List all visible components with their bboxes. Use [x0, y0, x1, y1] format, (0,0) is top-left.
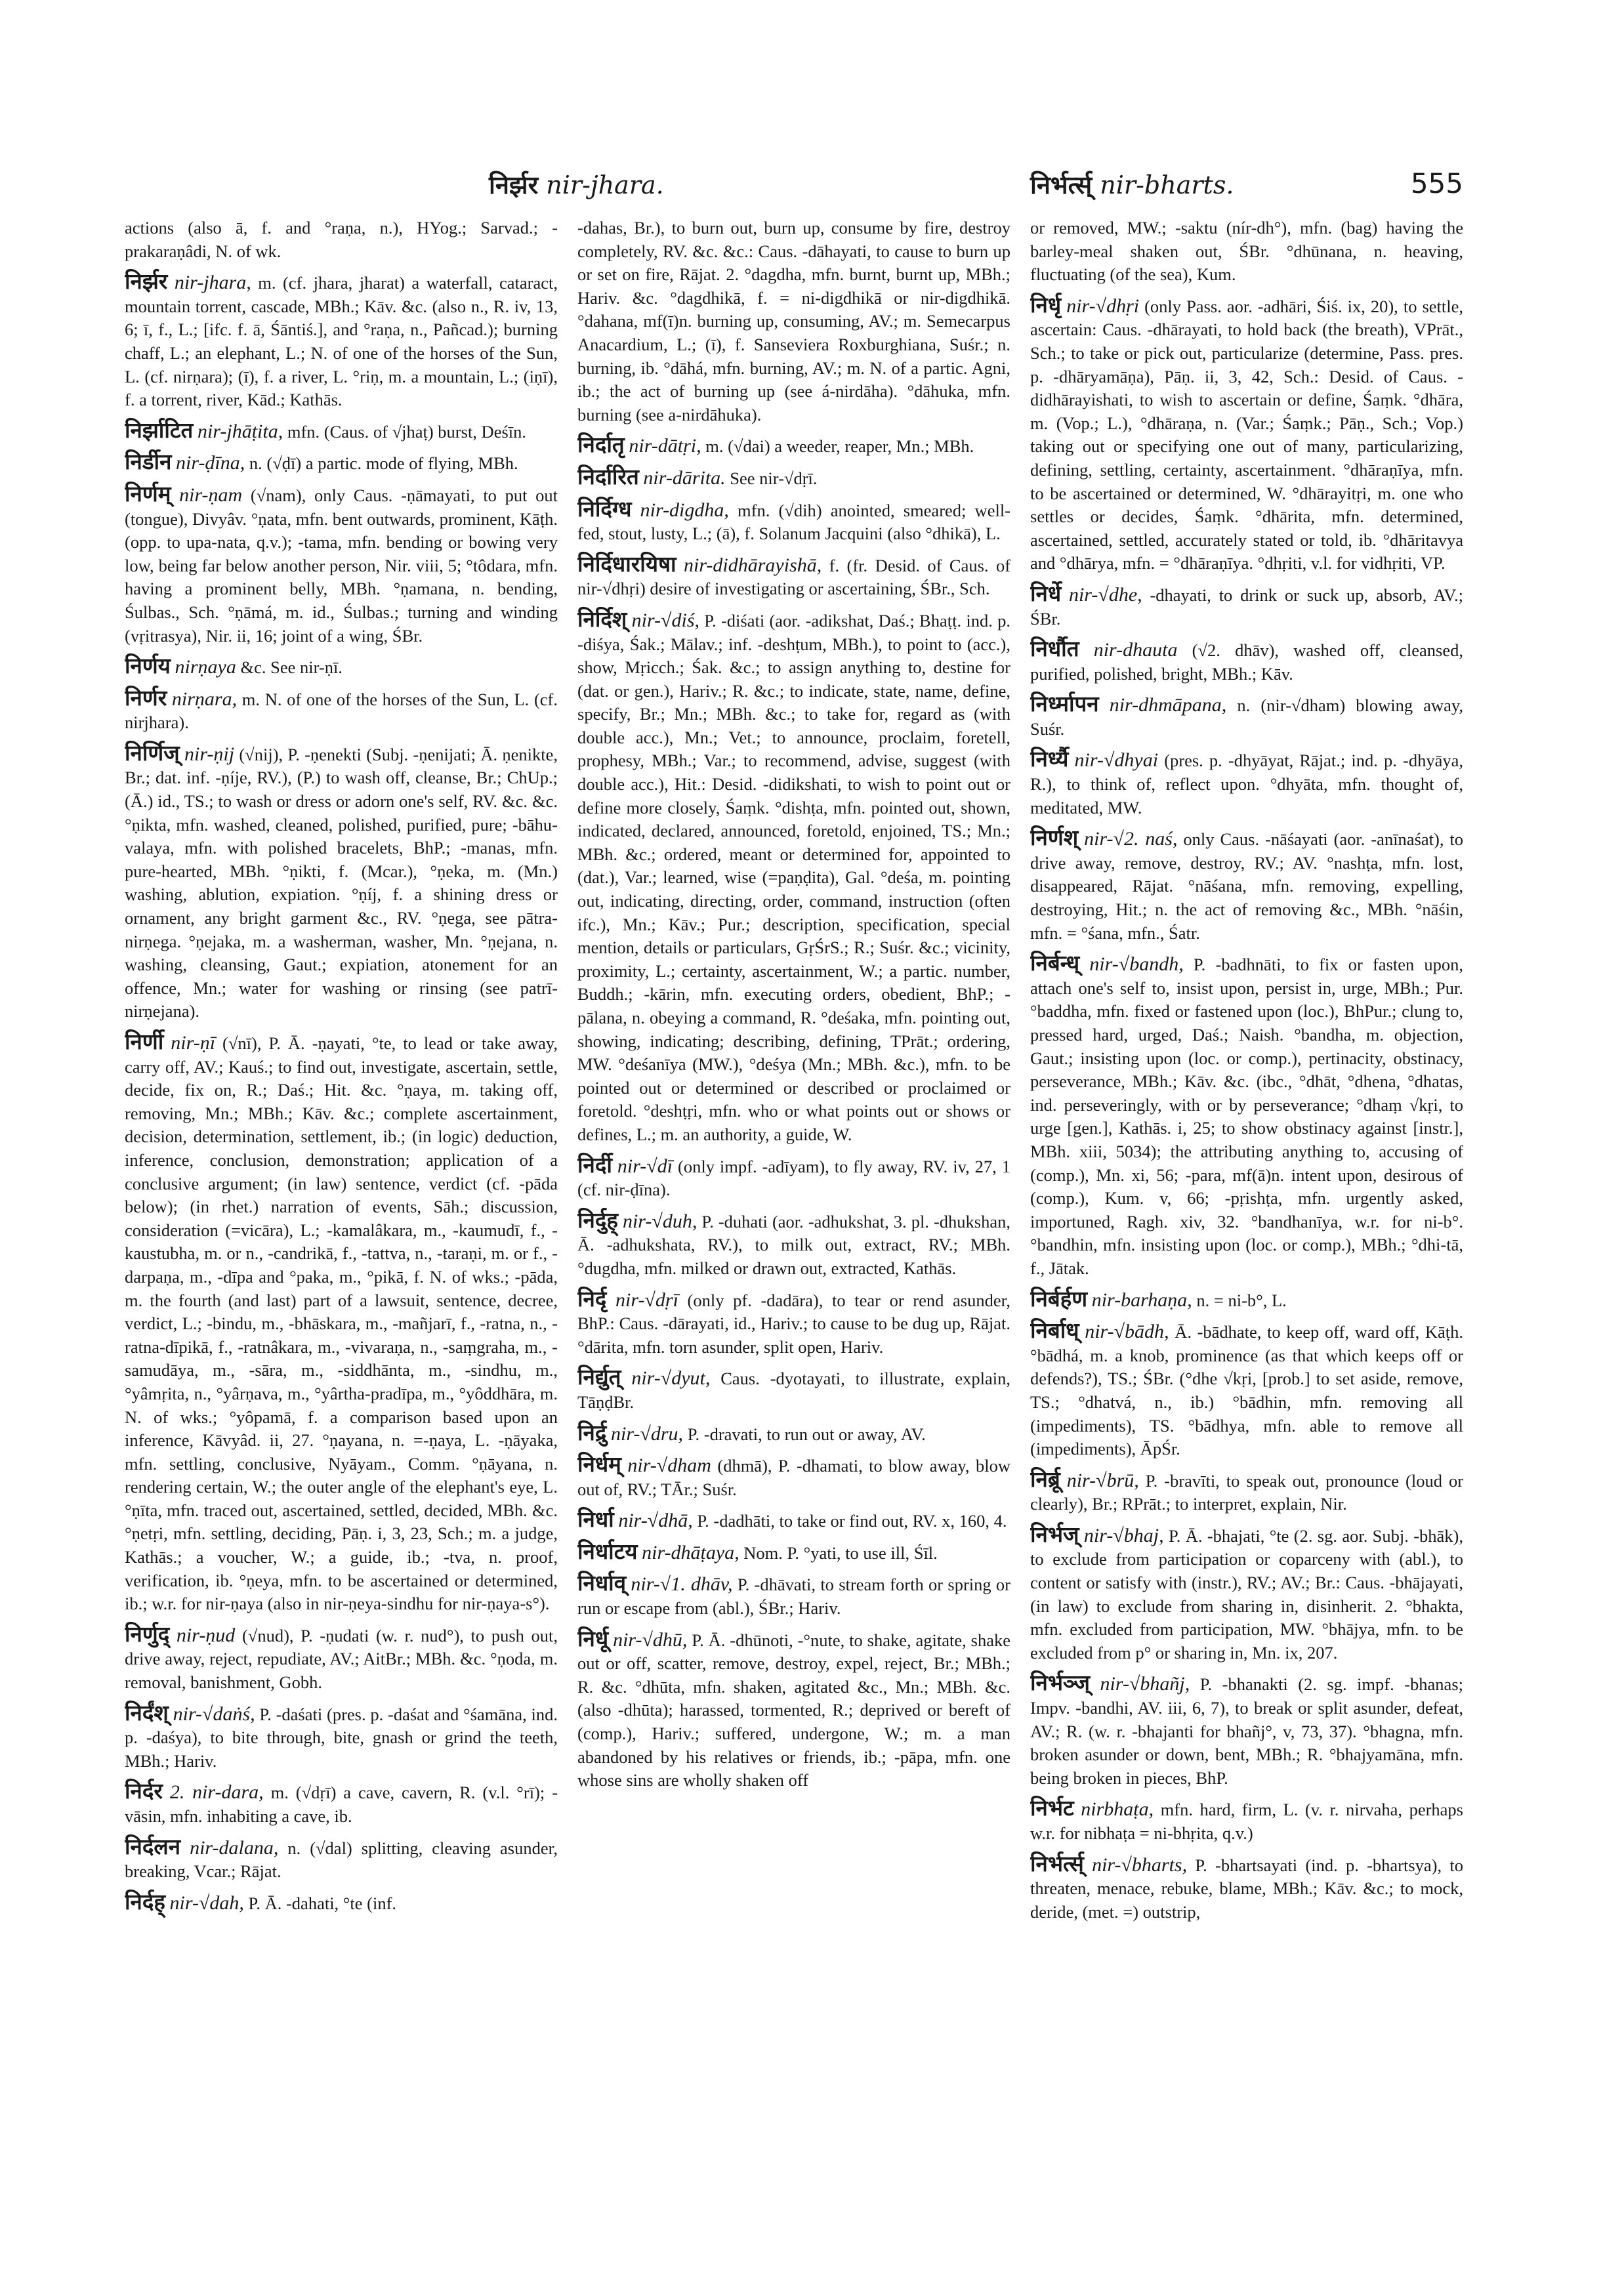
entry-definition: only Caus. -nāśayati (aor. -anīnaśat), to drive away, remove, destroy, RV.; AV. °nashṭa, mfn. lost, disappeared, Rājat. °nāśana, mfn. removing, expelling, destroying, Hit.; n. the act of removing &c., MBh. °nāśin, mfn. = °śana, mfn., Śatr. [1030, 829, 1463, 943]
entry-headword-devanagari: निर्झर [125, 268, 168, 295]
dictionary-entry [1030, 293, 1463, 575]
entry-definition: P. -bravīti, to speak out, pronounce (loud or clearly), Br.; RPrāt.; to interpret, explain, Nir. [1030, 1470, 1463, 1514]
dictionary-entry [1030, 692, 1463, 741]
entry-headword-devanagari: निर्भर्त्स् [1030, 1850, 1084, 1876]
page-number: 555 [1410, 167, 1463, 199]
entry-continuation [577, 217, 1010, 426]
entry-definition: mfn. (√dih) anointed, smeared; well-fed, stout, lusty, L.; (ā), f. Solanum Jacquini (also °dhikā), L. [577, 500, 1010, 544]
entry-definition: mfn. hard, firm, L. (v. r. nirvaha, perhaps w.r. for nibhaṭa = ni-bhṛita, q.v.) [1030, 1800, 1463, 1843]
running-head-left-roman: nir-jhara. [546, 171, 664, 199]
entry-lemma: nir-√brū, [1066, 1469, 1139, 1491]
entry-definition: mfn. (Caus. of √jhaṭ) burst, Deśīn. [287, 421, 527, 442]
dictionary-entry [1030, 1319, 1463, 1461]
entry-definition: (pres. p. -dhyāyat, Rājat.; ind. p. -dhyāya, R.), to think of, reflect upon. °dhyāta, mfn. thought of, meditated, MW. [1030, 751, 1463, 817]
entry-headword-devanagari: निर्दर [125, 1778, 163, 1804]
entry-lemma: nir-√dru, [611, 1422, 684, 1445]
entry-lemma: nir-√bhaj, [1083, 1524, 1164, 1546]
entry-headword-devanagari: निर्ध्मापन [1030, 691, 1099, 717]
entry-lemma: nir-jhara, [174, 272, 251, 294]
entry-definition: P. Ā. -dahati, °te (inf. [248, 1893, 397, 1913]
entry-headword-devanagari: निर्दिग्ध [577, 495, 632, 522]
dictionary-entry [577, 433, 1010, 459]
entry-headword-devanagari: निर्णी [125, 1029, 164, 1054]
dictionary-entry [577, 1540, 1010, 1565]
dictionary-entry [125, 1623, 558, 1695]
running-head-right-roman: nir-bharts. [1100, 171, 1234, 199]
dictionary-entry [1030, 747, 1463, 819]
entry-lemma: nir-dhauta [1093, 639, 1178, 661]
entry-headword-devanagari: निर्ध्यै [1030, 746, 1069, 772]
dictionary-entry [1030, 1468, 1463, 1516]
entry-headword-devanagari: निर्डीन [125, 449, 172, 475]
entry-headword-devanagari: निर्धृ [1030, 291, 1062, 318]
dictionary-entry [577, 1365, 1010, 1414]
entry-lemma: nir-√dhyai [1074, 749, 1159, 772]
dictionary-entry [1030, 951, 1463, 1280]
entry-headword-devanagari: निर्भट [1030, 1795, 1074, 1821]
entry-lemma: nir-√dhe, [1068, 583, 1142, 606]
entry-headword-devanagari: निर्द्रु [577, 1419, 607, 1445]
entry-lemma: nir-dhmāpana, [1109, 694, 1227, 716]
dictionary-entry [125, 1779, 558, 1828]
entry-headword-devanagari: निर्दातृ [577, 432, 625, 458]
entry-definition: actions (also ā, f. and °raṇa, n.), HYog.; Sarvad.; -prakaraṇâdi, N. of wk. [125, 218, 558, 261]
entry-headword-devanagari: निर्णय [125, 653, 171, 679]
running-head-right-devanagari: निर्भर्त्स् [1030, 171, 1093, 199]
entry-definition: m. (√dṛī) a cave, cavern, R. (v.l. °rī); -vāsin, mfn. inhabiting a cave, ib. [125, 1783, 558, 1826]
entry-lemma: nirṇaya [175, 656, 236, 678]
dictionary-entry [1030, 1523, 1463, 1665]
entry-definition: n. = ni-b°, L. [1196, 1290, 1287, 1310]
entry-definition: P. -diśati (aor. -adikshat, Daś.; Bhaṭṭ. ind. p. -diśya, Śak.; Mālav.; inf. -deshṭum, MBh.), to point to (acc.), show, Mṛicch.; Śak. &c.; to assign anything to, destine for (dat. or gen.), Hariv.; R. &c.; to indicate, state, name, define, specify, Br.; Mn.; MBh. &c.; to take for, regard as (with double acc.), Mn.; Vet.; to announce, proclaim, foretell, prophesy, MBh.; Var.; to recommend, advise, suggest (with double acc.), Hit.: Desid. -didikshati, to wish to point out or define more closely, Śaṃk. °dishṭa, mfn. pointed out, shown, indicated, declared, announced, foretold, enjoined, TS.; Mn.; MBh. &c.; ordered, meant or determined for, appointed to (dat.), Var.; learned, wise (=paṇḍita), Gal. °deśa, m. pointing out, indicating, directing, order, command, instruction (often ifc.), Mn.; Kāv.; Pur.; description, specification, special mention, details or particulars, GṛŚrS.; R.; Suśr. &c.; vicinity, proximity, L.; certainty, ascertainment, W.; a partic. number, Buddh.; -kārin, mfn. executing orders, obedient, BhP.; -pālana, n. obeying a command, R. °deśaka, mfn. pointing out, showing, indicating; describing, defining, TPrāt.; ordering, MW. °deśanīya (MW.), °deśya (Mn.; MBh. &c.), mfn. to be pointed out or determined or described or proclaimed or foretold. °deshṭṛi, mfn. who or what points out or shows or defines, L.; m. an authority, a guide, W. [577, 610, 1010, 1144]
entry-definition: or removed, MW.; -saktu (nír-dh°), mfn. (bag) having the barley-meal shaken out, ŚBr. °dhūnana, n. heaving, fluctuating (of the sea), Kum. [1030, 218, 1463, 285]
column-1 [125, 217, 558, 2250]
entry-headword-devanagari: निर्बाध् [1030, 1317, 1079, 1344]
entry-headword-devanagari: निर्धम् [577, 1451, 621, 1478]
entry-definition: P. -badhnāti, to fix or fasten upon, attach one's self to, insist upon, persist in, urge, MBh.; Pur. °baddha, mfn. fixed or fastened upon (loc.), BhPur.; clung to, pressed hard, urged, Daś.; Naish. °bandha, m. objection, Gaut.; insisting upon (loc. or comp.), pertinacity, obstinacy, perseverance, MBh.; Kāv. &c. (ibc., °dhāt, °dhena, °dhatas, ind. perseveringly, with or by perseverance; °dhaṃ √kṛi, to urge [gen.], Kathās. i, 25; to show obstinacy against [instr.], MBh. xiii, 5034); the attributing anything to, accusing of (comp.), Mn. xi, 56; -para, mf(ā)n. intent upon, desirous of (comp.), Kum. v, 66; -pṛishṭa, mfn. urgently asked, importuned, Ragh. xiv, 32. °bandhanīya, w.r. for ni-b°. °bandhin, mfn. insisting upon (loc. or comp.), MBh.; °dhi-tā, f., Jātak. [1030, 955, 1463, 1278]
entry-lemma: nir-√1. dhāv, [631, 1573, 733, 1596]
dictionary-entry [125, 419, 558, 444]
entry-headword-devanagari: निर्णिज् [125, 739, 180, 766]
entry-definition: (√nud), P. -ṇudati (w. r. nud°), to push out, drive away, reject, repudiate, AV.; AitBr.; MBh. &c. °ṇoda, m. removal, banishment, Gobh. [125, 1625, 558, 1693]
entry-definition: (dhmā), P. -dhamati, to blow away, blow out of, RV.; TĀr.; Suśr. [577, 1456, 1010, 1499]
dictionary-entry [577, 1571, 1010, 1620]
entry-headword-devanagari: निर्धे [1030, 580, 1062, 606]
entry-definition: (√nī), P. Ā. -ṇayati, °te, to lead or take away, carry off, AV.; Kauś.; to find out, investigate, ascertain, settle, decide, fix on, R.; Daś.; Hit. &c. °ṇaya, m. taking off, removing, Mn.; MBh.; Kāv. &c.; complete ascertainment, decision, determination, settlement, ib.; (in logic) deduction, inference, conclusion, demonstration; application of a conclusive argument; (in law) sentence, verdict (cf. -pāda below); (in rhet.) narration of events, Sāh.; discussion, consideration (=vicāra), L.; -kamalâkara, m., -kaumudī, f., -kaustubha, m. or n., -candrikā, f., -tattva, n., -taraṇi, m. or f., -darpaṇa, m., -dīpa and °paka, m., °pikā, f. N. of wks.; -pāda, m. the fourth (and last) part of a lawsuit, sentence, decree, verdict, L.; -bindu, m., -bhāskara, m., -mañjarī, f., -ratna, n., -ratna-dīpikā, f., -ratnâkara, m., -vivaraṇa, n., -saṃgraha, m., -samudāya, m., -sāra, m., -siddhānta, m., -sindhu, m., °yâmṛita, n., °yârṇava, m., °yârtha-pradīpa, m., °yôddhāra, m. N. of wks.; °yôpamā, f. a comparison based upon an inference, Kāvyâd. ii, 27. °ṇayana, n. =-ṇaya, L. -ṇāyaka, mfn. settling, conclusive, Nyāyam., Comm. °ṇāyana, n. rendering certain, W.; the outer angle of the elephant's eye, L. °ṇīta, mfn. traced out, ascertained, settled, decided, MBh. &c. °ṇetṛi, mfn. settling, deciding, Pāṇ. i, 3, 23, Sch.; m. a judge, Kathās.; a voucher, W.; a guide, ib.; -tva, n. proof, verification, ib. °ṇeya, mfn. to be ascertained or determined, ib.; w.r. for nir-ṇaya (also in nir-ṇeya-sindhu for nir-ṇaya-s°). [125, 1033, 558, 1614]
entry-definition: f. (fr. Desid. of Caus. of nir-√dhṛi) desire of investigating or ascertaining, ŚBr., Sch. [577, 555, 1010, 599]
page-header [125, 167, 1463, 207]
dictionary-entry [125, 1890, 558, 1916]
entry-continuation [125, 217, 558, 263]
entry-definition: P. -dravati, to run out or away, AV. [687, 1424, 926, 1444]
entry-headword-devanagari: निर्दिधारयिषा [577, 550, 677, 577]
entry-headword-devanagari: निर्दंश् [125, 1699, 169, 1726]
column-3 [1030, 217, 1463, 2250]
entry-lemma: nir-ṇī [171, 1032, 216, 1054]
column-2 [577, 217, 1010, 2250]
entry-definition: P. -dhāvati, to stream forth or spring or run or escape from (abl.), ŚBr.; Hariv. [577, 1575, 1010, 1619]
entry-headword-devanagari: निर्ब्रू [1030, 1466, 1060, 1492]
dictionary-columns [125, 217, 1463, 2250]
entry-definition: -dhayati, to drink or suck up, absorb, AV.; ŚBr. [1030, 585, 1463, 629]
dictionary-entry [1030, 582, 1463, 631]
entry-headword-devanagari: निर्बन्ध् [1030, 950, 1080, 976]
entry-definition: P. Ā. -bhajati, °te (2. sg. aor. Subj. -bhāk), to exclude from participation or coparceny with (abl.), to content or satisfy with (instr.), RV.; AV.; Br.: Caus. -bhājayati, (in law) to exclude from sharing in, disinherit. 2. °bhakta, mfn. excluded from participation, MW. °bhājya, mfn. to be excluded from p° or sharing in, Mn. ix, 207. [1030, 1525, 1463, 1663]
entry-headword-devanagari: निर्णश् [1030, 825, 1079, 851]
entry-headword-devanagari: निर्धा [577, 1506, 614, 1533]
entry-headword-devanagari: निर्भञ्ज् [1030, 1670, 1091, 1696]
entry-headword-devanagari: निर्दिश् [577, 606, 627, 632]
entry-headword-devanagari: निर्बर्हण [1030, 1285, 1088, 1312]
dictionary-entry [125, 270, 558, 412]
dictionary-entry [577, 465, 1010, 491]
entry-lemma: nir-digdha, [640, 499, 729, 521]
dictionary-entry [1030, 826, 1463, 945]
entry-continuation [1030, 217, 1463, 287]
entry-headword-devanagari: निर्दी [577, 1151, 612, 1178]
entry-definition: (√2. dhāv), washed off, cleansed, purified, polished, bright, MBh.; Kāv. [1030, 640, 1463, 684]
entry-lemma: nir-dātṛi, [629, 435, 701, 457]
entry-definition: P. -daśati (pres. p. -daśat and °śamāna, ind. p. -daśya), to bite through, bite, gnash or grind the teeth, MBh.; Hariv. [125, 1704, 558, 1771]
entry-headword-devanagari: निर्दलन [125, 1833, 181, 1859]
entry-lemma: nir-√dhū, [613, 1628, 688, 1651]
entry-lemma: nir-√dṛī [615, 1289, 678, 1311]
dictionary-entry [577, 497, 1010, 546]
entry-definition: Caus. -dyotayati, to illustrate, explain, TāṇḍBr. [577, 1369, 1010, 1412]
entry-lemma: nir-√bandh, [1089, 953, 1184, 976]
entry-definition: n. (nir-√dham) blowing away, Suśr. [1030, 695, 1463, 739]
entry-lemma: nirṇara, [171, 688, 238, 710]
dictionary-entry [577, 1209, 1010, 1281]
entry-headword-devanagari: निर्दारित [577, 463, 639, 489]
dictionary-entry [125, 1835, 558, 1884]
dictionary-entry [125, 450, 558, 476]
entry-headword-devanagari: निर्णुद् [125, 1621, 170, 1647]
dictionary-entry [125, 654, 558, 680]
dictionary-entry [577, 1153, 1010, 1202]
entry-definition: (only pf. -dadāra), to tear or rend asunder, BhP.: Caus. -dārayati, id., Hariv.; to cause to be dug up, Rājat. °dārita, mfn. torn asunder, split open, Hariv. [577, 1290, 1010, 1357]
entry-lemma: nir-dalana, [190, 1836, 279, 1859]
entry-definition: -dahas, Br.), to burn out, burn up, consume by fire, destroy completely, RV. &c. &c.: Caus. -dāhayati, to cause to burn up or set on fire, Rājat. 2. °dagdha, mfn. burnt, burnt up, MBh.; Hariv. &c. °dagdhikā, f. = ni-digdhikā or nir-digdhikā. °dahana, mf(ī)n. burning up, consuming, AV.; m. Semecarpus Anacardium, L.; (ī), f. Sanseviera Roxburghiana, Suśr.; n. burning, ib. °dāhá, mfn. burning, AV.; m. N. of a partic. Agni, ib.; the act of burning up (see á-nirdāha). °dāhuka, mfn. burning (see a-nirdāhuka). [577, 218, 1010, 424]
entry-definition: (only Pass. aor. -adhāri, Śiś. ix, 20), to settle, ascertain: Caus. -dhārayati, to hold back (the breath), VPrāt., Sch.; to take or pick out, particularize (determine, Pass. pres. p. -dhāryamāṇa), Pāṇ. ii, 3, 42, Sch.: Desid. of Caus. -didhārayishati, to wish to ascertain or define, Śaṃk. °dhāra, m. (Vop.; L.), °dhāraṇa, n. (Var.; Śaṃk.; Pāṇ., Sch.; Vop.) taking out or specifying one out of many, particularizing, defining, settling, certainty, ascertainment. °dhāraṇīya, mfn. to be ascertained or determined, W. °dhārayitṛi, m. one who settles or decides, Śaṃk. °dhārita, mfn. determined, ascertained, settled, accurately stated or told, ib. °dhāritavya and °dhārya, mfn. = °dhāraṇīya. °dhṛiti, v.l. for vidhṛiti, VP. [1030, 296, 1463, 573]
running-head-right [1030, 167, 1234, 201]
entry-lemma: nir-√2. naś, [1084, 828, 1178, 850]
entry-lemma: nir-√daṅś, [173, 1703, 255, 1725]
dictionary-entry [1030, 1852, 1463, 1924]
dictionary-entry [125, 1701, 558, 1773]
dictionary-entry [125, 482, 558, 648]
entry-headword-devanagari: निर्द्युत् [577, 1364, 621, 1390]
entry-headword-devanagari: निर्धाव् [577, 1570, 627, 1596]
entry-lemma: nir-dārita. [643, 466, 726, 489]
dictionary-entry [577, 1453, 1010, 1501]
entry-headword-devanagari: निर्णम् [125, 480, 171, 507]
dictionary-entry [1030, 637, 1463, 686]
entry-definition: P. -bhartsayati (ind. p. -bhartsya), to threaten, menace, rebuke, blame, MBh.; Kāv. &c.; to mock, deride, (met. =) outstrip, [1030, 1855, 1463, 1922]
entry-headword-devanagari: निर्दृ [577, 1285, 607, 1312]
dictionary-entry [577, 1508, 1010, 1533]
entry-headword-devanagari: निर्णर [125, 684, 167, 711]
entry-headword-devanagari: निर्धू [577, 1625, 609, 1651]
entry-lemma: nir-ḍīna, [176, 452, 245, 474]
dictionary-entry [577, 1287, 1010, 1359]
entry-definition: (only impf. -adīyam), to fly away, RV. iv, 27, 1 (cf. nir-ḍīna). [577, 1156, 1010, 1200]
dictionary-entry [577, 1627, 1010, 1792]
entry-definition: (√nam), only Caus. -ṇāmayati, to put out (tongue), Divyâv. °ṇata, mfn. bent outwards, prominent, Kāṭh. (opp. to upa-nata, q.v.); -tama, mfn. bending or bowing very low, being far below another person, Nir. viii, 5; °tôdara, mfn. having a prominent belly, MBh. °ṇamana, n. bending, Śulbas., Sch. °ṇāmá, m. id., Śulbas.; turning and winding (vṛitrasya), Nir. ii, 16; joint of a wing, ŚBr. [125, 485, 558, 646]
entry-lemma: nir-√dham [627, 1455, 711, 1477]
entry-definition: n. (√ḍī) a partic. mode of flying, MBh. [249, 453, 518, 474]
entry-lemma: nir-ṇij [184, 743, 235, 765]
entry-definition: Ā. -bādhate, to keep off, ward off, Kāṭh. °bādhá, m. a knob, prominence (as that which keeps off or defends?), TS.; ŚBr. (°dhe √kṛi, [prob.] to set aside, remove, TS.; °dhatvá, n., ib.) °bādhin, mfn. removing all (impediments), TS. °bādhya, mfn. able to remove all (impediments), ĀpŚr. [1030, 1322, 1463, 1459]
entry-headword-devanagari: निर्दह् [125, 1888, 165, 1914]
dictionary-entry [125, 1030, 558, 1616]
entry-lemma: nir-√bharts, [1092, 1853, 1188, 1876]
entry-lemma: nir-ṇam [179, 484, 243, 506]
entry-lemma: nir-√dhṛi [1066, 295, 1140, 317]
dictionary-entry [1030, 1287, 1463, 1313]
entry-lemma: 2. nir-dara, [169, 1781, 264, 1804]
dictionary-entry [577, 1421, 1010, 1447]
entry-definition: Nom. P. °yati, to use ill, Śīl. [743, 1542, 938, 1563]
entry-lemma: nir-barhaṇa, [1091, 1289, 1192, 1311]
entry-definition: m. N. of one of the horses of the Sun, L. (cf. nirjhara). [125, 689, 558, 733]
entry-definition: See nir-√dṛī. [730, 468, 818, 488]
dictionary-entry [1030, 1796, 1463, 1845]
entry-headword-devanagari: निर्झाटित [125, 417, 194, 443]
entry-definition: &c. See nir-ṇī. [240, 657, 343, 678]
entry-lemma: nir-√duh, [622, 1210, 697, 1232]
entry-lemma: nir-√dah, [169, 1892, 244, 1914]
entry-headword-devanagari: निर्दुह् [577, 1207, 618, 1233]
entry-lemma: nir-√dyut, [631, 1367, 711, 1390]
entry-lemma: nir-didhārayishā, [684, 554, 822, 576]
entry-lemma: nir-ṇud [176, 1624, 236, 1646]
dictionary-entry [125, 686, 558, 735]
entry-lemma: nir-√diś, [631, 609, 700, 631]
entry-lemma: nir-√bādh, [1085, 1321, 1169, 1343]
entry-lemma: nir-√bhañj, [1100, 1673, 1190, 1695]
entry-lemma: nirbhaṭa, [1081, 1798, 1154, 1821]
entry-lemma: nir-√dhā, [618, 1510, 693, 1532]
entry-lemma: nir-dhāṭaya, [642, 1541, 739, 1563]
running-head-left-devanagari: निर्झर [489, 171, 539, 199]
entry-definition: m. (cf. jhara, jharat) a waterfall, cataract, mountain torrent, cascade, MBh.; Kāv. &c. (also n., R. iv, 13, 6; ī, f., L.; [ifc. f. ā, Śāntiś.], and °raṇa, n., Pañcad.); burning chaff, L.; an elephant, L.; N. of one of the horses of the Sun, L. (cf. nirṇara); (ī), f. a river, L. °riṇ, m. a mountain, L.; (iṇī), f. a torrent, river, Kād.; Kathās. [125, 273, 558, 410]
entry-lemma: nir-√dī [617, 1155, 673, 1177]
entry-definition: P. Ā. -dhūnoti, -°nute, to shake, agitate, shake out or off, scatter, remove, destroy, expel, reject, Br.; MBh.; R. &c. °dhūta, mfn. shaken, agitated &c., Mn.; MBh. &c. (also -dhūta); harassed, tormented, R.; deprived or bereft of (comp.), Hariv.; suffered, undergone, W.; m. a man abandoned by his relatives or friends, ib.; -pāpa, mfn. one whose sins are wholly shaken off [577, 1630, 1010, 1790]
entry-definition: P. -bhanakti (2. sg. impf. -bhanas; Impv. -bandhi, AV. iii, 6, 7), to break or split asunder, defeat, AV.; R. (w. r. -bhajanti for bhañj°, v, 73, 37). °bhagna, mfn. broken asunder or down, bent, MBh.; R. °bhajyamāna, mfn. being broken in pieces, BhP. [1030, 1674, 1463, 1788]
entry-definition: n. (√dal) splitting, cleaving asunder, breaking, Vcar.; Rājat. [125, 1838, 558, 1882]
entry-headword-devanagari: निर्धौत [1030, 636, 1079, 662]
dictionary-entry [577, 552, 1010, 601]
dictionary-entry [1030, 1671, 1463, 1790]
entry-headword-devanagari: निर्धाटय [577, 1538, 638, 1564]
entry-headword-devanagari: निर्भज् [1030, 1521, 1079, 1547]
entry-definition: P. -dadhāti, to take or find out, RV. x, 160, 4. [697, 1511, 1007, 1531]
dictionary-entry [577, 608, 1010, 1147]
dictionary-entry [125, 741, 558, 1023]
entry-definition: (√nij), P. -ṇenekti (Subj. -ṇenijati; Ā. ṇenikte, Br.; dat. inf. -ṇíje, RV.), (P.) to wash off, cleanse, Br.; ChUp.; (Ā.) id., TS.; to wash or dress or adorn one's self, RV. &c. &c. °ṇikta, mfn. washed, cleaned, polished, purified, pure; -bāhu-valaya, mfn. with polished bracelets, BhP.; -manas, mfn. pure-hearted, MBh. °ṇikti, f. (Mcar.), °ṇeka, m. (Mn.) washing, ablution, expiation. °ṇíj, f. a shining dress or ornament, any bright garment &c., RV. °ṇega, see pātra-nirṇega. °ṇejaka, m. a washerman, washer, Mn. °ṇejana, n. washing, cleansing, Gaut.; expiation, atonement for an offence, Mn.; water for washing or rinsing (see patrī-nirṇejana). [125, 744, 558, 1022]
running-head-left [489, 167, 664, 201]
entry-definition: P. -duhati (aor. -adhukshat, 3. pl. -dhukshan, Ā. -adhukshata, RV.), to milk out, extract, RV.; MBh. °dugdha, mfn. milked or drawn out, extracted, Kathās. [577, 1211, 1010, 1278]
entry-definition: m. (√dai) a weeder, reaper, Mn.; MBh. [705, 436, 974, 457]
entry-lemma: nir-jhāṭita, [197, 420, 283, 442]
